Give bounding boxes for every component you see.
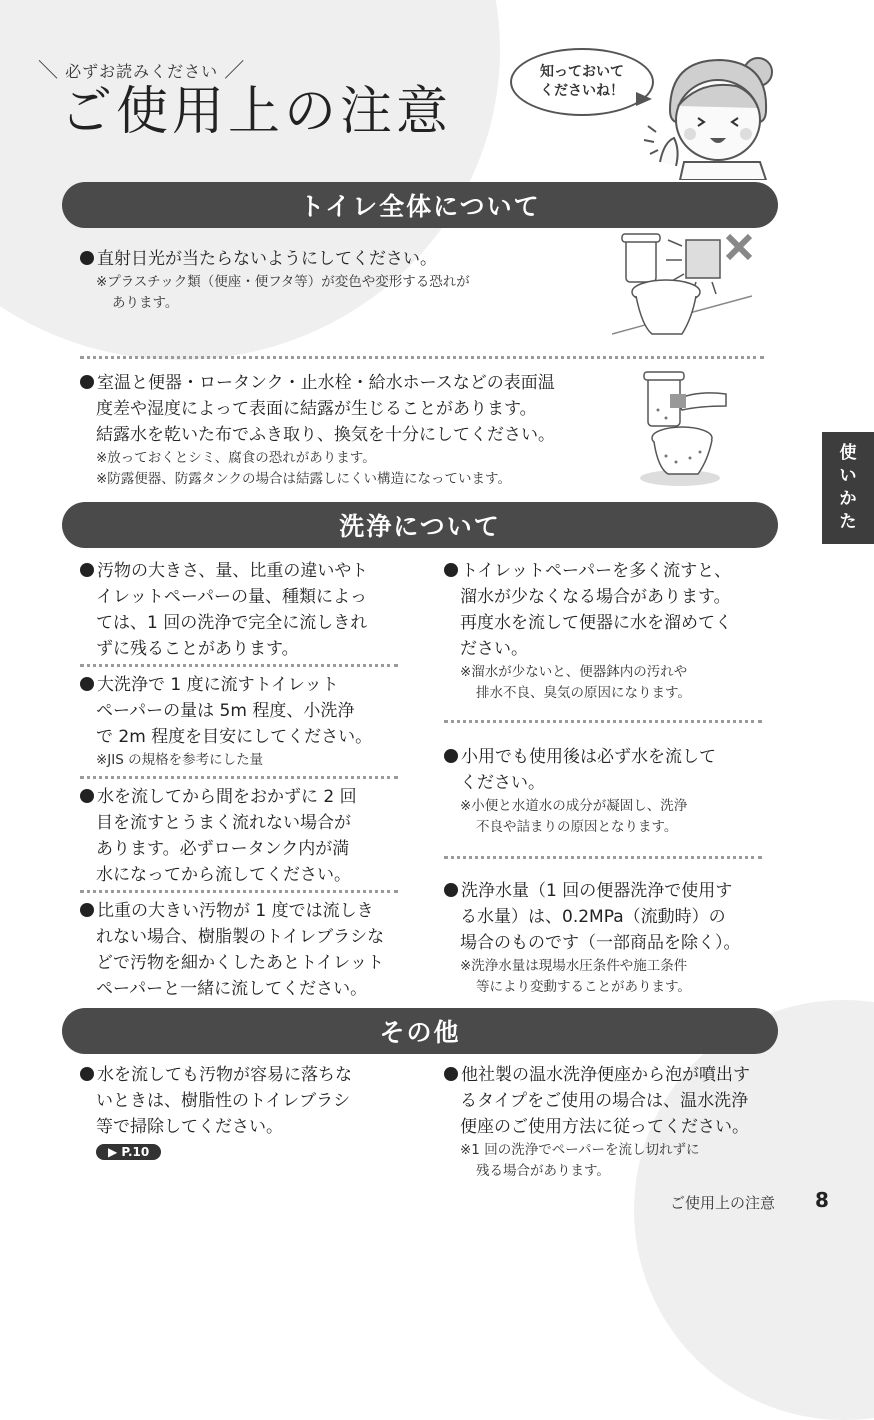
bullet-text: 室温と便器・ロータンク・止水栓・給水ホースなどの表面温: [97, 373, 555, 393]
bullet-dot-icon: [80, 789, 94, 803]
body-text: る水量）は、0.2MPa（流動時）の: [460, 907, 726, 927]
bullet-dot-icon: [444, 1067, 458, 1081]
section-header-flush: 洗浄について: [62, 502, 778, 548]
bullet-dot-icon: [80, 677, 94, 691]
note-text: 排水不良、臭気の原因になります。: [476, 685, 691, 701]
divider: [80, 356, 764, 359]
body-text: 度差や湿度によって表面に結露が生じることがあります。: [96, 399, 537, 419]
flush-left-item-1: [80, 558, 410, 662]
side-tab-char: た: [839, 511, 857, 532]
note-text: ※洗浄水量は現場水圧条件や施工条件: [460, 958, 688, 974]
note-text: あります。: [112, 295, 179, 311]
side-tab-char: い: [839, 466, 857, 487]
body-text: 再度水を流して便器に水を溜めてく: [460, 613, 732, 633]
toilet-sunlight-illustration: [612, 226, 762, 346]
body-text: ペーパーと一緒に流してください。: [96, 979, 368, 999]
bullet-dot-icon: [444, 563, 458, 577]
flush-left-item-2: [80, 672, 410, 771]
page-number: 8: [815, 1188, 829, 1212]
body-text: 水になってから流してください。: [96, 865, 351, 885]
bullet-text: トイレットペーパーを多く流すと、: [461, 561, 732, 581]
body-text: 便座のご使用方法に従ってください。: [460, 1117, 749, 1137]
body-text: で 2m 程度を目安にしてください。: [96, 727, 373, 747]
note-text: 等により変動することがあります。: [476, 979, 691, 995]
toilet-wiping-illustration: [636, 370, 732, 488]
body-text: 溜水が少なくなる場合があります。: [460, 587, 731, 607]
bullet-text: 小用でも使用後は必ず水を流して: [461, 747, 716, 767]
footer-label: ご使用上の注意: [670, 1194, 776, 1212]
body-text: るタイプをご使用の場合は、温水洗浄: [460, 1091, 749, 1111]
body-text: ペーパーの量は 5m 程度、小洗浄: [96, 701, 355, 721]
side-tab-usage[interactable]: [822, 432, 874, 544]
girl-illustration: [640, 50, 780, 180]
bullet-text: 汚物の大きさ、量、比重の違いやト: [97, 561, 368, 581]
other-right-item: [444, 1062, 784, 1182]
bullet-lead: [444, 1062, 784, 1088]
note-text: ※放っておくとシミ、腐食の恐れがあります。: [96, 450, 376, 466]
bullet-lead: [80, 784, 410, 810]
body-text: 等で掃除してください。: [96, 1117, 283, 1137]
note-text: 不良や詰まりの原因となります。: [476, 819, 678, 835]
note-text: ※JIS の規格を参考にした量: [96, 752, 264, 768]
divider: [80, 776, 398, 779]
bullet-lead: [444, 558, 774, 584]
section-header-other: その他: [62, 1008, 778, 1054]
bullet-text: 他社製の温水洗浄便座から泡が噴出す: [461, 1065, 750, 1085]
bullet-lead: [80, 370, 640, 396]
page-reference-link[interactable]: ▶ P.10: [96, 1144, 161, 1160]
bullet-dot-icon: [444, 749, 458, 763]
bullet-lead: [80, 246, 600, 272]
slash-left-icon: ＼: [38, 58, 59, 82]
bullet-dot-icon: [80, 563, 94, 577]
bubble-text-1: 知っておいて: [540, 64, 624, 81]
flush-right-item-3: [444, 878, 774, 998]
bullet-dot-icon: [80, 1067, 94, 1081]
divider: [80, 890, 398, 893]
bullet-dot-icon: [444, 883, 458, 897]
note-text: ※防露便器、防露タンクの場合は結露しにくい構造になっています。: [96, 471, 511, 487]
speech-bubble: [510, 48, 654, 116]
bullet-text: 大洗浄で 1 度に流すトイレット: [97, 675, 339, 695]
bullet-dot-icon: [80, 903, 94, 917]
bullet-dot-icon: [80, 251, 94, 265]
side-tab-char: か: [839, 489, 857, 509]
body-text: ください。: [460, 773, 545, 793]
body-text: 結露水を乾いた布でふき取り、換気を十分にしてください。: [96, 425, 555, 445]
note-text: 残る場合があります。: [476, 1163, 610, 1179]
slash-right-icon: ／: [224, 58, 246, 82]
bullet-lead: [80, 558, 410, 584]
body-text: ずに残ることがあります。: [96, 639, 299, 659]
bullet-text: 水を流しても汚物が容易に落ちな: [97, 1065, 352, 1085]
side-tab-char: 使: [839, 443, 857, 464]
bubble-text-2: くださいね！: [540, 83, 624, 99]
bullet-text: 直射日光が当たらないようにしてください。: [97, 249, 437, 269]
note-text: ※1 回の洗浄でペーパーを流し切れずに: [460, 1142, 700, 1158]
other-left-item: [80, 1062, 410, 1160]
body-text: ださい。: [460, 639, 528, 659]
body-text: どで汚物を細かくしたあとトイレット: [96, 953, 384, 973]
divider: [80, 664, 398, 667]
page-title: ご使用上の注意: [60, 82, 453, 142]
note-text: ※溜水が少ないと、便器鉢内の汚れや: [460, 664, 688, 680]
note-text: ※プラスチック類（便座・便フタ等）が変色や変形する恐れが: [96, 274, 470, 290]
divider: [444, 720, 762, 723]
body-text: いときは、樹脂性のトイレブラシ: [96, 1091, 351, 1111]
body-text: 目を流すとうまく流れない場合が: [96, 813, 351, 833]
bullet-lead: [80, 672, 410, 698]
bullet-text: 比重の大きい汚物が 1 度では流しき: [97, 901, 374, 921]
bullet-text: 水を流してから間をおかずに 2 回: [97, 787, 357, 807]
must-read-text: 必ずお読みください: [65, 62, 219, 81]
flush-right-item-2: [444, 744, 774, 838]
toilet-item-condensation: [80, 370, 640, 490]
body-text: あります。必ずロータンク内が満: [96, 839, 350, 859]
flush-left-item-3: [80, 784, 410, 888]
bullet-text: 洗浄水量（1 回の便器洗浄で使用す: [461, 881, 733, 901]
toilet-item-sunlight: [80, 246, 600, 314]
divider: [444, 856, 762, 859]
body-text: れない場合、樹脂製のトイレブラシな: [96, 927, 385, 947]
flush-right-item-1: [444, 558, 774, 704]
flush-left-item-4: [80, 898, 410, 1002]
section-header-toilet: トイレ全体について: [62, 182, 778, 228]
bullet-lead: [444, 878, 774, 904]
note-text: ※小便と水道水の成分が凝固し、洗浄: [460, 798, 688, 814]
bullet-dot-icon: [80, 375, 94, 389]
bullet-lead: [444, 744, 774, 770]
body-text: 場合のものです（一部商品を除く）。: [460, 933, 741, 953]
must-read-label: [38, 54, 245, 83]
body-text: イレットペーパーの量、種類によっ: [96, 587, 367, 607]
body-text: ては、1 回の洗浄で完全に流しきれ: [96, 613, 368, 633]
bullet-lead: [80, 898, 410, 924]
bullet-lead: [80, 1062, 410, 1088]
